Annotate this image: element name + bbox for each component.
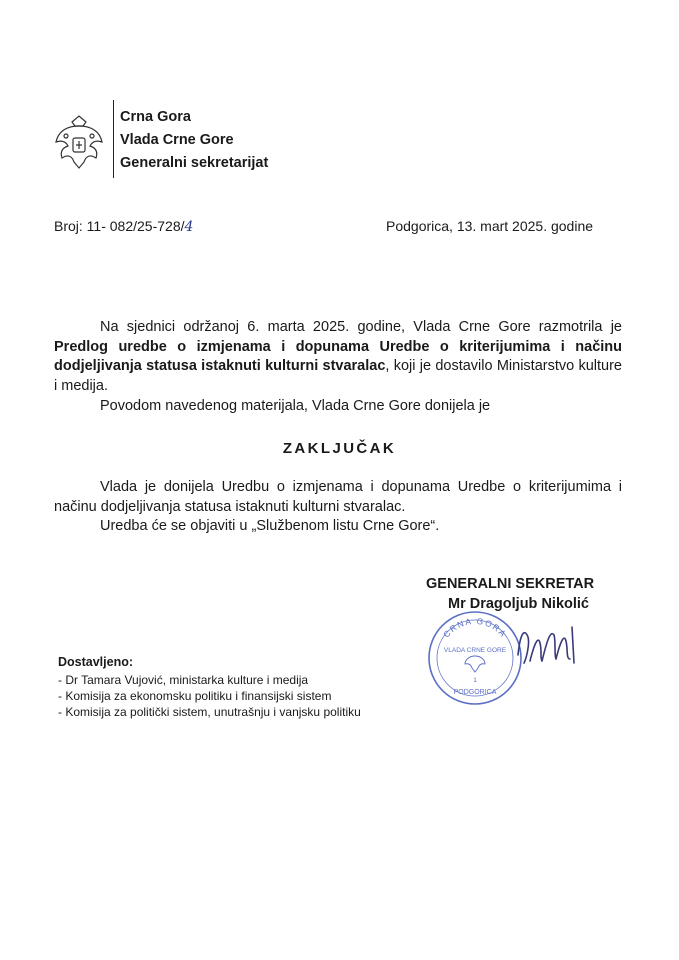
signatory-name: Mr Dragoljub Nikolić bbox=[448, 596, 589, 612]
distribution-item: - Komisija za ekonomsku politiku i finansijski sistem bbox=[58, 688, 361, 704]
document-date: Podgorica, 13. mart 2025. godine bbox=[386, 218, 594, 234]
paragraph-povodom: Povodom navedenog materijala, Vlada Crne Gore donijela je bbox=[100, 398, 491, 414]
handwritten-signature bbox=[510, 615, 590, 675]
stamp-top-text: CRNA GORA bbox=[441, 615, 509, 640]
stamp-bottom-text: PODGORICA bbox=[453, 689, 497, 696]
signatory-title: GENERALNI SEKRETAR bbox=[426, 576, 595, 592]
letterhead bbox=[120, 106, 268, 175]
paragraph-publication: Uredba će se objaviti u „Službenom listu Crne Gore“. bbox=[100, 518, 440, 534]
coat-of-arms-icon bbox=[52, 112, 106, 172]
stamp-number: 1 bbox=[473, 677, 477, 684]
reference-label: Broj: 11- 082/25-728/ bbox=[54, 218, 185, 234]
paragraph-session-bold: Predlog uredbe o izmjenama i dopunama Uredbe o kriterijumima i načinu dodjeljivanja statusa istaknuti kulturni stvaralac bbox=[54, 338, 622, 374]
distribution-list bbox=[58, 672, 361, 720]
paragraph-decision-text: Vlada je donijela Uredbu o izmjenama i dopunama Uredbe o kriterijumima i načinu dodjeljivanja statusa istaknuti kulturni stvaralac. bbox=[54, 479, 622, 515]
stamp-crest-icon bbox=[465, 656, 485, 672]
paragraph-session-intro: Na sjednici održanoj 6. marta 2025. godine, Vlada Crne Gore razmotrila je bbox=[100, 319, 622, 335]
distribution-item: - Dr Tamara Vujović, ministarka kulture i medija bbox=[58, 672, 361, 688]
stamp-middle-text: VLADA CRNE GORE bbox=[443, 647, 507, 654]
letterhead-secretariat: Generalni sekretarijat bbox=[120, 155, 269, 171]
paragraph-decision bbox=[54, 478, 622, 517]
distribution-item: - Komisija za politički sistem, unutrašnju i vanjsku politiku bbox=[58, 704, 361, 720]
paragraph-session-outro: , koji je dostavilo Ministarstvo kulture i medija. bbox=[54, 358, 622, 394]
conclusion-title: ZAKLJUČAK bbox=[282, 440, 397, 457]
reference-number bbox=[54, 218, 193, 235]
reference-handwritten: 4 bbox=[184, 219, 194, 235]
header-divider bbox=[113, 100, 114, 178]
distribution-label: Dostavljeno: bbox=[58, 655, 134, 669]
letterhead-country: Crna Gora bbox=[120, 109, 191, 125]
letterhead-government: Vlada Crne Gore bbox=[120, 132, 234, 148]
paragraph-session bbox=[54, 318, 622, 396]
